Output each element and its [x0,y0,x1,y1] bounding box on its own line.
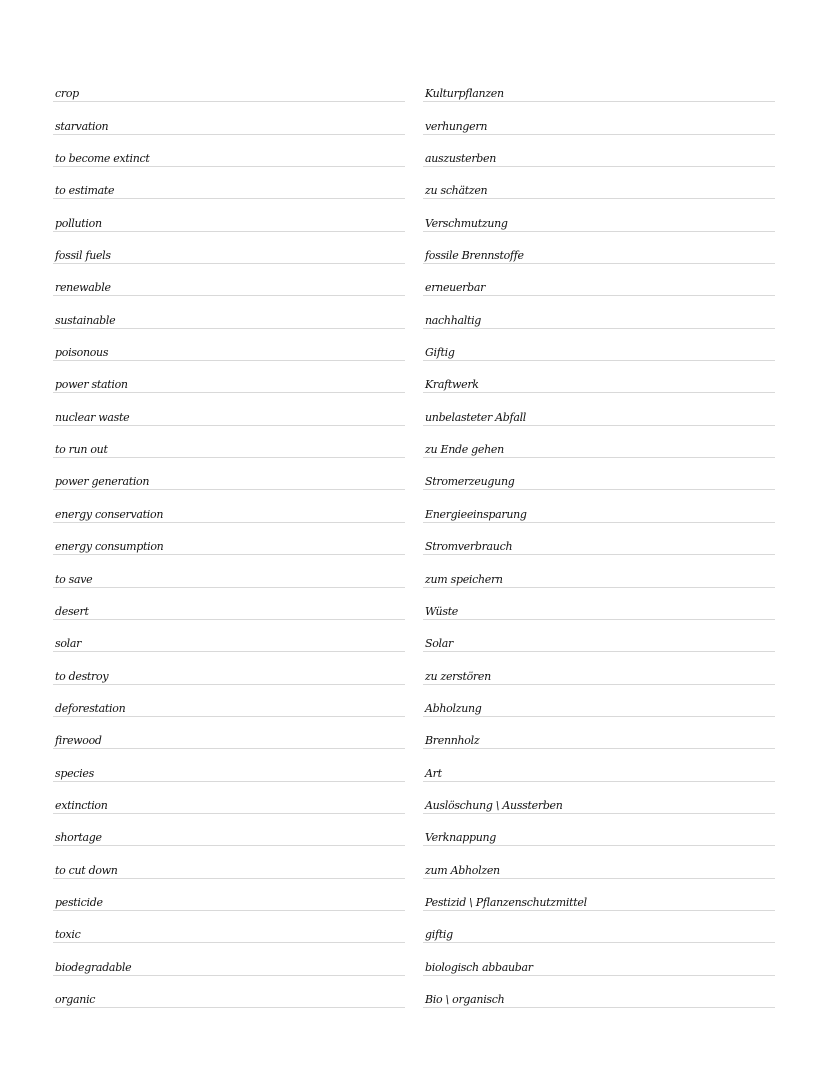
english-word: to cut down [55,863,118,877]
english-word: solar [55,637,82,651]
vocab-row [53,296,405,328]
vocab-row [53,426,405,458]
vocab-row [423,846,775,878]
vocab-row [423,490,775,522]
german-word: Verschmutzung [425,216,508,230]
english-word: to save [55,572,93,586]
vocab-row [423,911,775,943]
vocab-row [423,749,775,781]
vocab-row [53,685,405,717]
vocab-row [53,199,405,231]
english-word: energy conservation [55,507,164,521]
vocab-row [423,814,775,846]
english-word: pesticide [55,895,103,909]
english-word: organic [55,992,96,1006]
vocab-row [53,393,405,425]
vocab-row [423,782,775,814]
english-word: desert [55,604,89,618]
english-word: extinction [55,798,108,812]
german-word: zu schätzen [425,184,488,198]
german-word: biologisch abbaubar [425,960,533,974]
vocab-row [53,102,405,134]
vocab-row [53,458,405,490]
vocab-row [53,490,405,522]
vocab-row [53,717,405,749]
english-word: firewood [55,734,102,748]
english-word: to destroy [55,669,109,683]
vocab-row [53,620,405,652]
german-word: zu zerstören [425,669,491,683]
vocab-row [53,264,405,296]
german-word: Kraftwerk [425,378,479,392]
vocab-row [423,296,775,328]
vocab-row [423,426,775,458]
vocab-row [53,70,405,102]
german-word: Pestizid \ Pflanzenschutzmittel [425,895,587,909]
german-column [423,70,775,1008]
german-word: auszusterben [425,152,497,166]
vocab-row [423,135,775,167]
german-word: Kulturpflanzen [425,87,504,101]
german-word: Stromverbrauch [425,540,513,554]
vocab-row [53,749,405,781]
english-word: energy consumption [55,540,164,554]
german-word: Bio \ organisch [425,992,505,1006]
german-word: Abholzung [425,701,482,715]
english-word: starvation [55,119,109,133]
german-word: Auslöschung \ Aussterben [425,798,563,812]
german-word: Stromerzeugung [425,475,515,489]
vocab-row [423,685,775,717]
english-word: power station [55,378,128,392]
english-word: toxic [55,928,81,942]
english-word: renewable [55,281,111,295]
german-word: erneuerbar [425,281,486,295]
vocab-row [53,232,405,264]
german-word: zum Abholzen [425,863,500,877]
vocab-row [53,555,405,587]
english-word: pollution [55,216,102,230]
vocab-row [423,588,775,620]
vocab-row [53,361,405,393]
vocab-row [53,135,405,167]
german-word: Solar [425,637,453,651]
vocab-row [53,814,405,846]
vocab-row [423,329,775,361]
vocab-row [423,976,775,1008]
vocab-row [53,879,405,911]
vocab-row [423,102,775,134]
vocab-row [423,458,775,490]
vocab-row [53,167,405,199]
english-word: sustainable [55,313,116,327]
english-word: power generation [55,475,150,489]
german-word: Verknappung [425,831,497,845]
english-word: nuclear waste [55,410,130,424]
vocab-row [53,588,405,620]
vocab-row [423,70,775,102]
vocab-row [53,652,405,684]
german-word: Brennholz [425,734,480,748]
german-word: Art [425,766,442,780]
english-word: to become extinct [55,152,150,166]
english-word: poisonous [55,346,109,360]
vocab-row [53,846,405,878]
vocab-row [423,232,775,264]
vocab-row [423,199,775,231]
english-word: fossil fuels [55,249,111,263]
vocab-row [53,943,405,975]
german-word: nachhaltig [425,313,482,327]
german-word: verhungern [425,119,488,133]
german-word: zum speichern [425,572,503,586]
english-column [53,70,405,1008]
vocab-row [423,361,775,393]
vocab-row [53,329,405,361]
german-word: giftig [425,928,453,942]
vocab-row [53,523,405,555]
german-word: unbelasteter Abfall [425,410,527,424]
english-word: deforestation [55,701,126,715]
vocab-row [423,879,775,911]
english-word: biodegradable [55,960,132,974]
english-word: to estimate [55,184,115,198]
german-word: zu Ende gehen [425,443,504,457]
english-word: species [55,766,94,780]
german-word: fossile Brennstoffe [425,249,524,263]
vocab-row [423,652,775,684]
english-word: crop [55,87,79,101]
vocab-row [53,976,405,1008]
vocab-row [423,523,775,555]
vocab-row [423,264,775,296]
vocab-row [423,717,775,749]
german-word: Wüste [425,604,459,618]
vocab-row [53,911,405,943]
vocab-row [423,555,775,587]
vocab-row [423,167,775,199]
vocab-row [423,943,775,975]
english-word: to run out [55,443,108,457]
english-word: shortage [55,831,102,845]
german-word: Energieeinsparung [425,507,527,521]
vocab-row [53,782,405,814]
vocab-row [423,393,775,425]
vocab-row [423,620,775,652]
german-word: Giftig [425,346,455,360]
